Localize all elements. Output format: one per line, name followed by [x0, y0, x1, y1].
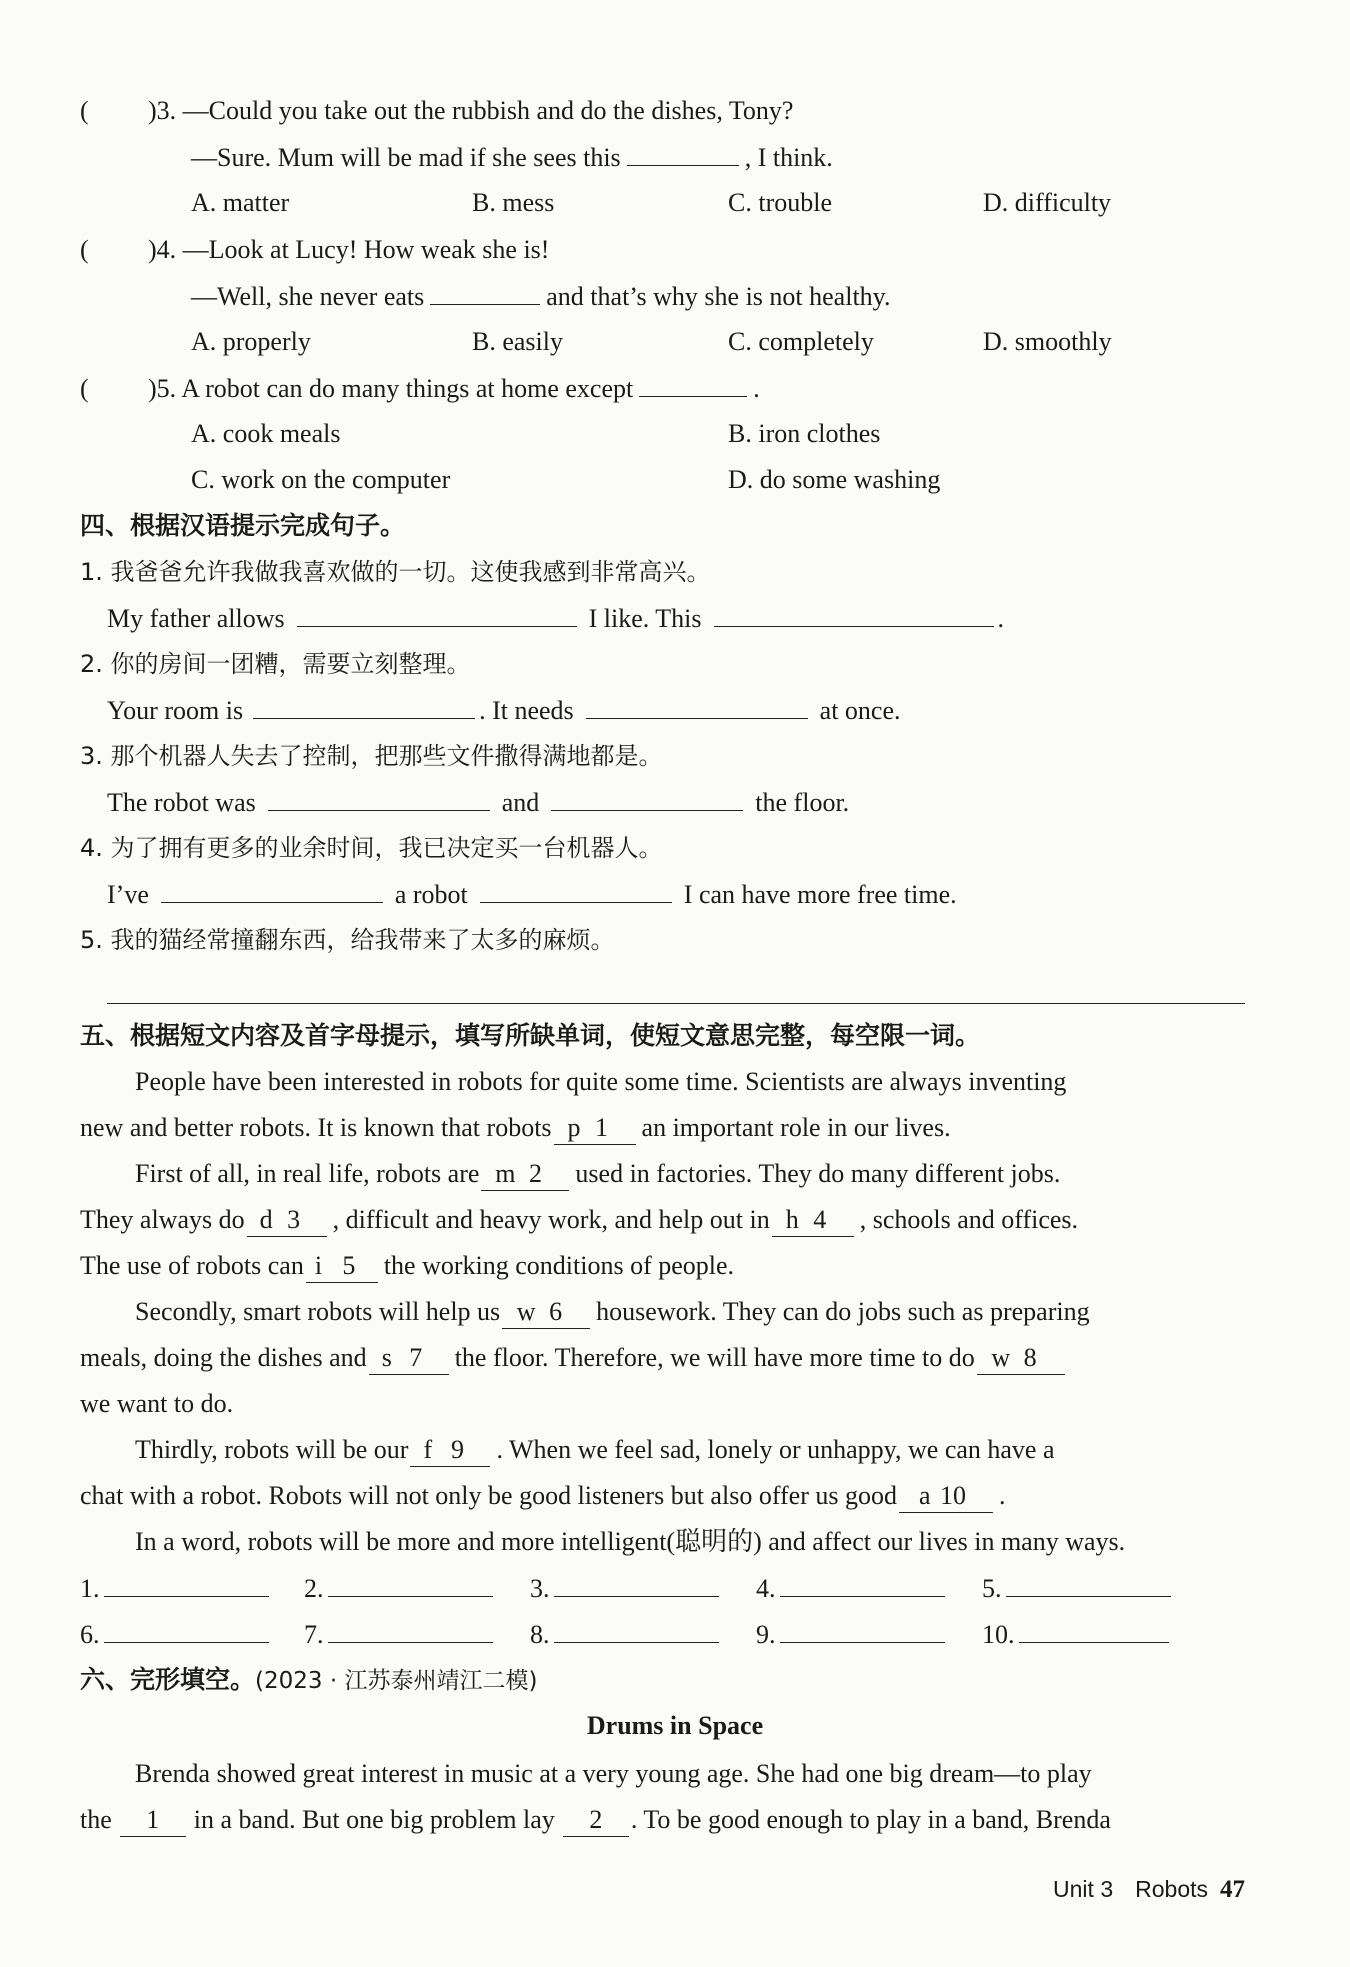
answer-blank[interactable]: [780, 1618, 945, 1643]
question-3-reply: —Sure. Mum will be mad if she sees this , I think.: [191, 143, 833, 172]
option: D. do some washing: [728, 465, 941, 494]
blank[interactable]: [627, 141, 739, 166]
option: A. matter: [191, 188, 290, 217]
blank-9[interactable]: f 9: [410, 1434, 490, 1467]
passage-line: First of all, in real life, robots are m 2 used in factories. They do many different jobs.: [135, 1158, 1060, 1191]
blank[interactable]: [639, 372, 747, 397]
blank[interactable]: [161, 878, 383, 903]
answer-blank[interactable]: [104, 1618, 269, 1643]
blank[interactable]: [430, 280, 540, 305]
blank-7[interactable]: s 7: [369, 1342, 449, 1375]
passage-line: chat with a robot. Robots will not only be good listeners but also offer us good a 10 .: [80, 1480, 1005, 1513]
answer-slot-5[interactable]: 5.: [982, 1572, 1171, 1605]
answer-blank[interactable]: [554, 1618, 719, 1643]
answer-slot-8[interactable]: 8.: [530, 1618, 719, 1651]
item-2-english: Your room is . It needs at once.: [107, 696, 901, 725]
answer-blank[interactable]: [1006, 1572, 1171, 1597]
blank[interactable]: [714, 602, 994, 627]
passage-line: Secondly, smart robots will help us w 6 housework. They can do jobs such as preparing: [135, 1296, 1090, 1329]
option: A. cook meals: [191, 419, 341, 448]
answer-slot-2[interactable]: 2.: [304, 1572, 493, 1605]
blank-3[interactable]: d 3: [247, 1204, 327, 1237]
blank[interactable]: [297, 602, 577, 627]
answer-slot-3[interactable]: 3.: [530, 1572, 719, 1605]
answer-slot-1[interactable]: 1.: [80, 1572, 269, 1605]
option: B. iron clothes: [728, 419, 881, 448]
option: C. completely: [728, 327, 874, 356]
question-4-stem: ( )4. —Look at Lucy! How weak she is!: [80, 235, 550, 264]
section-5-heading: 五、根据短文内容及首字母提示，填写所缺单词，使短文意思完整，每空限一词。: [80, 1021, 981, 1050]
blank[interactable]: [268, 786, 490, 811]
option: D. difficulty: [983, 188, 1112, 217]
blank-4[interactable]: h 4: [772, 1204, 854, 1237]
item-1-english: My father allows I like. This .: [107, 604, 1005, 633]
passage-line: Thirdly, robots will be our f 9 . When we feel sad, lonely or unhappy, we can have a: [135, 1434, 1055, 1467]
section-4-heading: 四、根据汉语提示完成句子。: [80, 511, 406, 540]
answer-slot-6[interactable]: 6.: [80, 1618, 269, 1651]
blank-10[interactable]: a 10: [899, 1480, 993, 1513]
page-number: 47: [1220, 1876, 1245, 1903]
item-1-chinese: 1. 我爸爸允许我做我喜欢做的一切。这使我感到非常高兴。: [80, 558, 711, 586]
item-2-chinese: 2. 你的房间一团糟，需要立刻整理。: [80, 650, 471, 678]
blank[interactable]: [480, 878, 672, 903]
blank-2[interactable]: m 2: [481, 1158, 569, 1191]
passage-line: meals, doing the dishes and s 7 the floor. Therefore, we will have more time to do w 8: [80, 1342, 1071, 1375]
option: B. easily: [472, 327, 563, 356]
option: C. work on the computer: [191, 465, 451, 494]
question-3-stem: ( )3. —Could you take out the rubbish and do the dishes, Tony?: [80, 96, 794, 125]
section-6-heading: 六、完形填空。(2023 · 江苏泰州靖江二模): [80, 1665, 538, 1694]
passage-line: the 1 in a band. But one big problem lay 2 . To be good enough to play in a band, Brenda: [80, 1804, 1111, 1837]
passage-line: They always do d 3 , difficult and heavy work, and help out in h 4 , schools and offices.: [80, 1204, 1078, 1237]
footer-unit: Unit 3: [1053, 1876, 1114, 1902]
passage-line: In a word, robots will be more and more intelligent(聪明的) and affect our lives in many ways.: [135, 1527, 1126, 1556]
question-4-reply: —Well, she never eats and that’s why she is not healthy.: [191, 282, 891, 311]
page-footer: [1053, 1874, 1245, 1905]
answer-blank[interactable]: [328, 1618, 493, 1643]
cloze-blank-2[interactable]: 2: [563, 1804, 629, 1837]
option: B. mess: [472, 188, 555, 217]
answer-blank[interactable]: [780, 1572, 945, 1597]
passage-title: Drums in Space: [586, 1711, 764, 1740]
item-3-english: The robot was and the floor.: [107, 788, 850, 817]
item-4-english: I’ve a robot I can have more free time.: [107, 880, 957, 909]
passage-line: new and better robots. It is known that robots p 1 an important role in our lives.: [80, 1112, 951, 1145]
option: D. smoothly: [983, 327, 1112, 356]
blank-6[interactable]: w 6: [502, 1296, 590, 1329]
blank-8[interactable]: w 8: [977, 1342, 1065, 1375]
question-5-stem: ( )5. A robot can do many things at home except .: [80, 374, 760, 403]
answer-slot-4[interactable]: 4.: [756, 1572, 945, 1605]
item-5-chinese: 5. 我的猫经常撞翻东西，给我带来了太多的麻烦。: [80, 926, 615, 954]
cloze-blank-1[interactable]: 1: [120, 1804, 186, 1837]
passage-line: People have been interested in robots for quite some time. Scientists are always inventing: [135, 1067, 1067, 1096]
item-3-chinese: 3. 那个机器人失去了控制，把那些文件撒得满地都是。: [80, 742, 663, 770]
blank-5[interactable]: i 5: [306, 1250, 378, 1283]
passage-line: we want to do.: [80, 1389, 234, 1418]
answer-slot-10[interactable]: 10.: [982, 1618, 1169, 1651]
blank[interactable]: [551, 786, 743, 811]
item-4-chinese: 4. 为了拥有更多的业余时间，我已决定买一台机器人。: [80, 834, 663, 862]
answer-blank[interactable]: [554, 1572, 719, 1597]
answer-blank[interactable]: [328, 1572, 493, 1597]
footer-topic: Robots: [1135, 1876, 1208, 1902]
item-5-answer-line[interactable]: [107, 1003, 1245, 1004]
blank-1[interactable]: p 1: [554, 1112, 636, 1145]
blank[interactable]: [586, 694, 808, 719]
answer-slot-7[interactable]: 7.: [304, 1618, 493, 1651]
answer-slot-9[interactable]: 9.: [756, 1618, 945, 1651]
option: A. properly: [191, 327, 311, 356]
blank[interactable]: [253, 694, 475, 719]
answer-blank[interactable]: [104, 1572, 269, 1597]
option: C. trouble: [728, 188, 832, 217]
passage-line: Brenda showed great interest in music at a very young age. She had one big dream—to play: [135, 1759, 1092, 1788]
passage-line: The use of robots can i 5 the working conditions of people.: [80, 1250, 734, 1283]
answer-blank[interactable]: [1019, 1618, 1169, 1643]
source-note: (2023 · 江苏泰州靖江二模): [255, 1668, 538, 1694]
